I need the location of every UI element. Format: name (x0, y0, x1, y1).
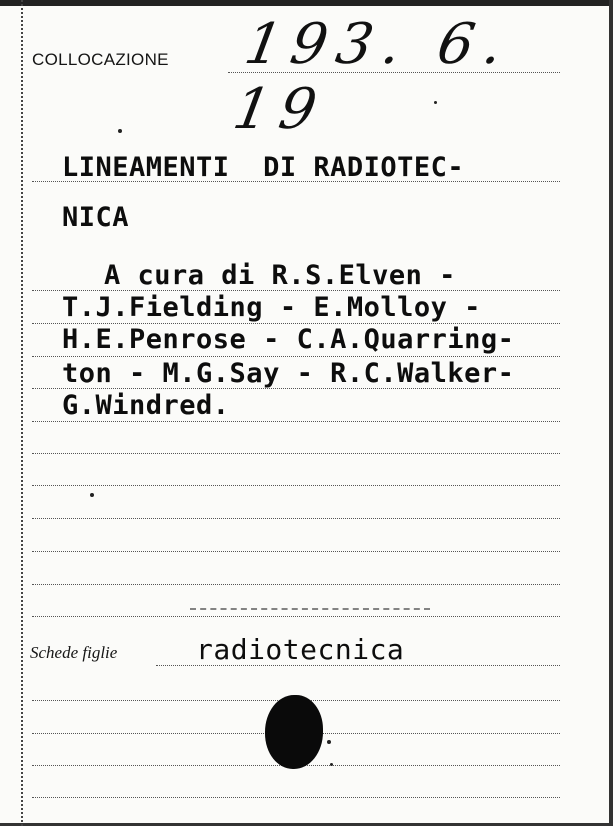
ink-speck (327, 740, 331, 744)
ink-speck (90, 493, 94, 497)
dotted-line (32, 421, 560, 422)
ink-speck (118, 129, 122, 133)
shelfmark-handwritten: 193. 6. 19 (228, 12, 518, 142)
dotted-line (32, 453, 560, 454)
author-line-5: G.Windred. (62, 390, 230, 421)
dotted-line (32, 518, 560, 519)
author-line-4: ton - M.G.Say - R.C.Walker- (62, 358, 515, 389)
dotted-line (32, 485, 560, 486)
author-line-3: H.E.Penrose - C.A.Quarring- (62, 324, 515, 355)
dotted-line (32, 584, 560, 585)
dotted-line (32, 797, 560, 798)
collocazione-label: COLLOCAZIONE (32, 50, 169, 69)
dotted-line (32, 181, 560, 182)
collocazione-dotted-line (228, 72, 560, 73)
ink-speck (434, 101, 437, 104)
title-line-1: LINEAMENTI DI RADIOTEC- (62, 152, 465, 183)
schede-figlie-label: Schede figlie (30, 643, 118, 662)
author-line-1: A cura di R.S.Elven - (104, 260, 456, 291)
dotted-line (32, 551, 560, 552)
card-right-edge (609, 0, 613, 826)
ink-speck (330, 763, 333, 766)
author-line-2: T.J.Fielding - E.Molloy - (62, 292, 481, 323)
card-margin-rule (21, 0, 23, 826)
title-line-2: NICA (62, 202, 130, 233)
schede-dotted-line (156, 665, 560, 666)
subject-heading: radiotecnica (196, 633, 405, 666)
card-top-edge (0, 0, 613, 6)
dotted-line (32, 616, 560, 617)
ink-blot (265, 695, 323, 769)
erasure-smudge (190, 598, 430, 610)
